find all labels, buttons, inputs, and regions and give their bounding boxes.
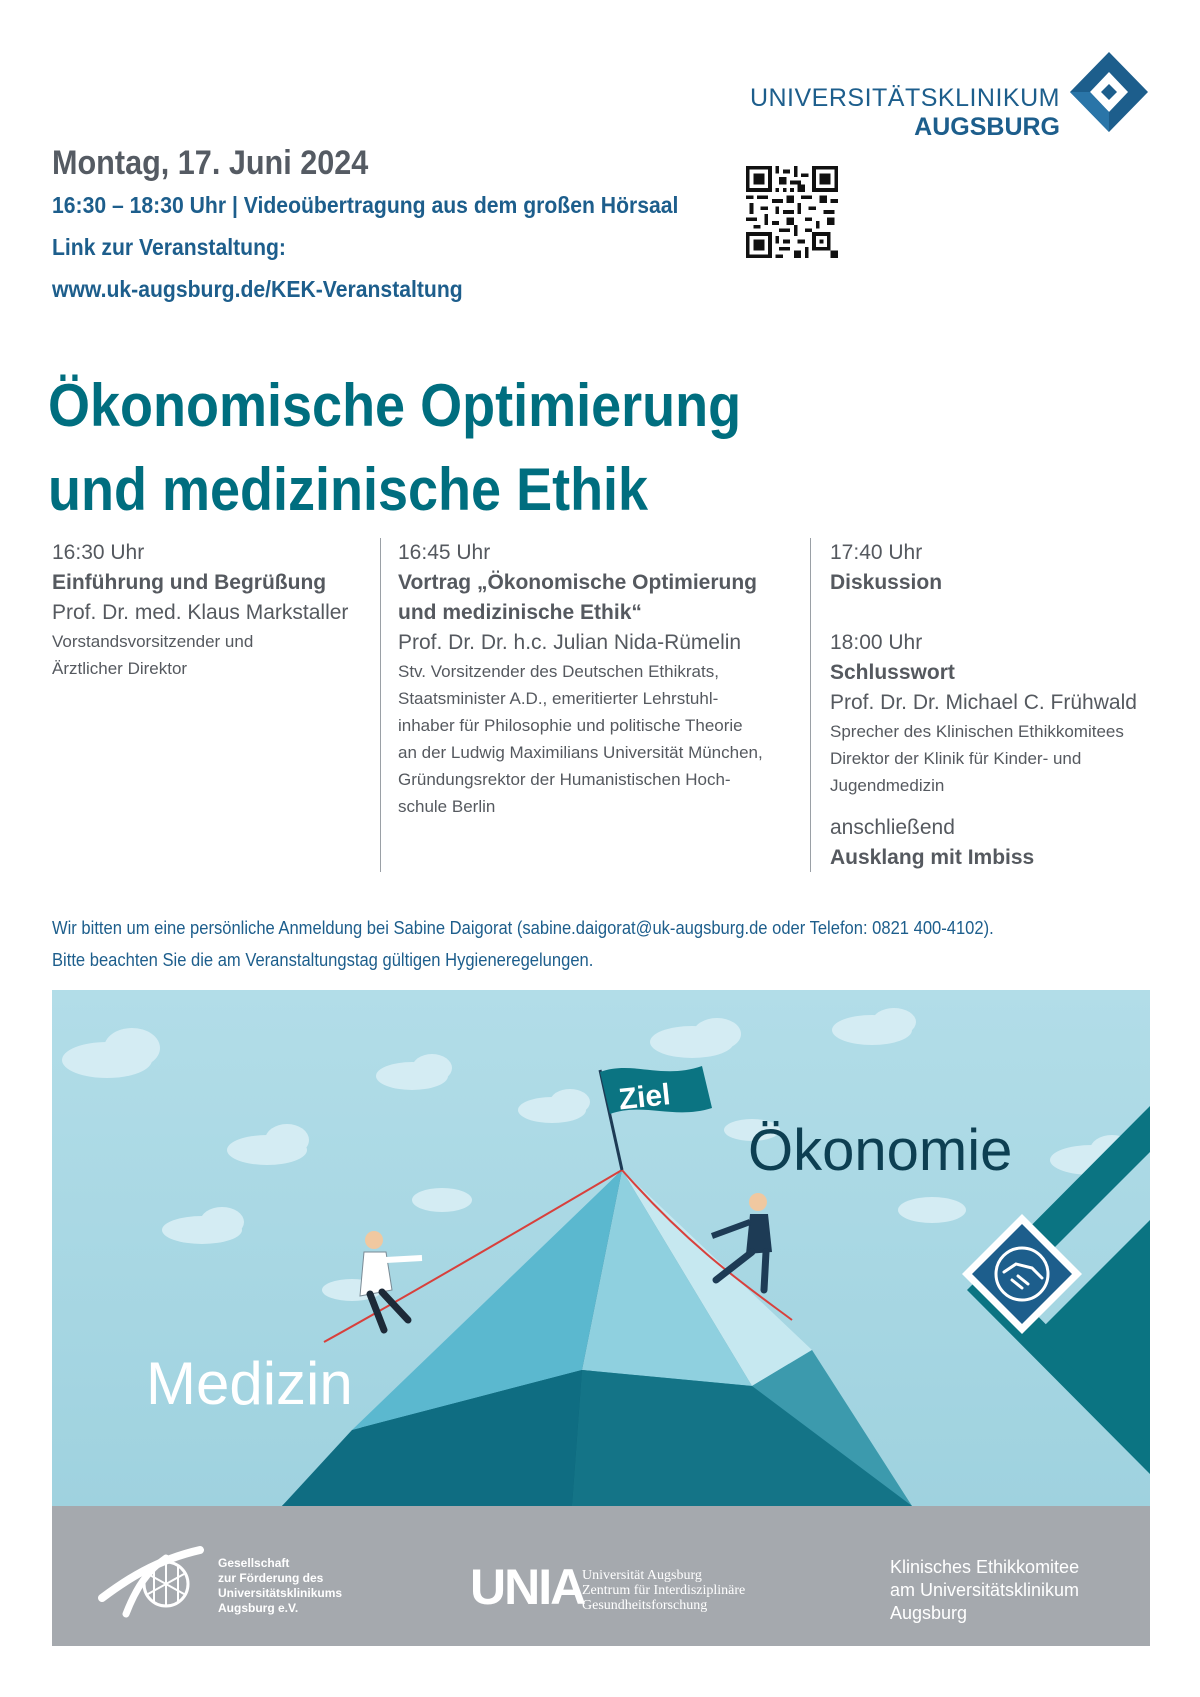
- speaker-desc-line: Jugendmedizin: [830, 776, 945, 795]
- column-divider: [810, 538, 811, 872]
- program-time: 16:45 Uhr: [398, 541, 491, 564]
- program-heading: Ausklang mit Imbiss: [830, 846, 1035, 869]
- program-heading: Vortrag „Ökonomische Optimierung: [398, 571, 757, 594]
- logo-line-2: AUGSBURG: [914, 113, 1060, 141]
- program-after-label: anschließend: [830, 816, 955, 839]
- footer-line: Universitätsklinikums: [218, 1586, 343, 1600]
- program-heading: und medizinische Ethik“: [398, 601, 642, 624]
- clinic-logo-icon: [1068, 50, 1150, 134]
- footer-line: Klinisches Ethikkomitee: [890, 1557, 1080, 1577]
- event-date: Montag, 17. Juni 2024: [52, 144, 369, 182]
- ethikkomitee-text: [890, 1556, 1079, 1625]
- speaker-desc-line: inhaber für Philosophie und politische Theorie: [398, 716, 743, 735]
- title-line-1: Ökonomische Optimierung: [48, 372, 742, 439]
- medizin-label: Medizin: [146, 1350, 353, 1417]
- speaker-desc-line: schule Berlin: [398, 797, 496, 816]
- program-time: 18:00 Uhr: [830, 631, 923, 654]
- clinic-logo-text: [750, 86, 1060, 140]
- event-link-label: Link zur Veranstaltung:: [52, 234, 286, 260]
- speaker-desc-line: Sprecher des Klinischen Ethikkomitees: [830, 722, 1124, 741]
- speaker-desc-line: Stv. Vorsitzender des Deutschen Ethikrats,: [398, 662, 719, 681]
- program-time: 17:40 Uhr: [830, 541, 923, 564]
- program-time: 16:30 Uhr: [52, 541, 145, 564]
- program-column-3: [830, 538, 1170, 873]
- foerderverein-logo-icon: [96, 1540, 206, 1620]
- speaker-name: Prof. Dr. med. Klaus Markstaller: [52, 601, 349, 624]
- flag-text: Ziel: [617, 1078, 672, 1117]
- logo-line-1: UNIVERSITÄTSKLINIKUM: [749, 84, 1060, 112]
- program-heading: Diskussion: [830, 571, 943, 594]
- column-divider: [380, 538, 381, 872]
- unia-logo: UNIA: [470, 1559, 585, 1615]
- program-column-2: [398, 538, 798, 820]
- illustration: [52, 990, 1150, 1506]
- event-link-url[interactable]: www.uk-augsburg.de/KEK-Veranstaltung: [52, 276, 463, 302]
- speaker-desc-line: Gründungsrektor der Humanistischen Hoch-: [398, 770, 731, 789]
- foerderverein-text: [218, 1556, 342, 1616]
- footer-bar: [52, 1506, 1150, 1646]
- oekonomie-label: Ökonomie: [748, 1118, 1013, 1183]
- qr-code[interactable]: [746, 166, 838, 258]
- footer-line: Gesellschaft: [218, 1556, 290, 1570]
- unia-text: [582, 1568, 745, 1613]
- footer-line: Augsburg: [890, 1603, 968, 1623]
- footer-line: Universität Augsburg: [582, 1568, 702, 1583]
- speaker-name: Prof. Dr. Dr. h.c. Julian Nida-Rümelin: [398, 631, 742, 654]
- footer-line: Zentrum für Interdisziplinäre: [582, 1583, 746, 1598]
- event-time: 16:30 – 18:30 Uhr | Videoübertragung aus dem großen Hörsaal: [52, 192, 679, 218]
- mountain-illustration: [52, 990, 1150, 1506]
- speaker-desc-line: Staatsminister A.D., emeritierter Lehrstuhl-: [398, 689, 719, 708]
- footer-line: Augsburg e.V.: [218, 1601, 299, 1615]
- program-column-1: [52, 538, 372, 682]
- speaker-desc-line: an der Ludwig Maximilians Universität München,: [398, 743, 763, 762]
- speaker-desc-line: Vorstandsvorsitzender und: [52, 632, 254, 651]
- footer-line: am Universitätsklinikum: [890, 1580, 1080, 1600]
- program-heading: Einführung und Begrüßung: [52, 571, 327, 594]
- title-line-2: und medizinische Ethik: [48, 456, 649, 523]
- speaker-desc-line: Ärztlicher Direktor: [52, 659, 188, 678]
- speaker-desc-line: Direktor der Klinik für Kinder- und: [830, 749, 1082, 768]
- footer-line: zur Förderung des: [218, 1571, 324, 1585]
- program-heading: Schlusswort: [830, 661, 955, 684]
- hygiene-note: Bitte beachten Sie die am Veranstaltungstag gültigen Hygieneregelungen.: [52, 950, 594, 970]
- speaker-name: Prof. Dr. Dr. Michael C. Frühwald: [830, 691, 1137, 714]
- registration-note: Wir bitten um eine persönliche Anmeldung bei Sabine Daigorat (sabine.daigorat@uk-augsburg.de oder Telefon: 0821 400-4102).: [52, 918, 994, 938]
- footer-line: Gesundheitsforschung: [582, 1598, 708, 1613]
- event-title: [48, 364, 741, 532]
